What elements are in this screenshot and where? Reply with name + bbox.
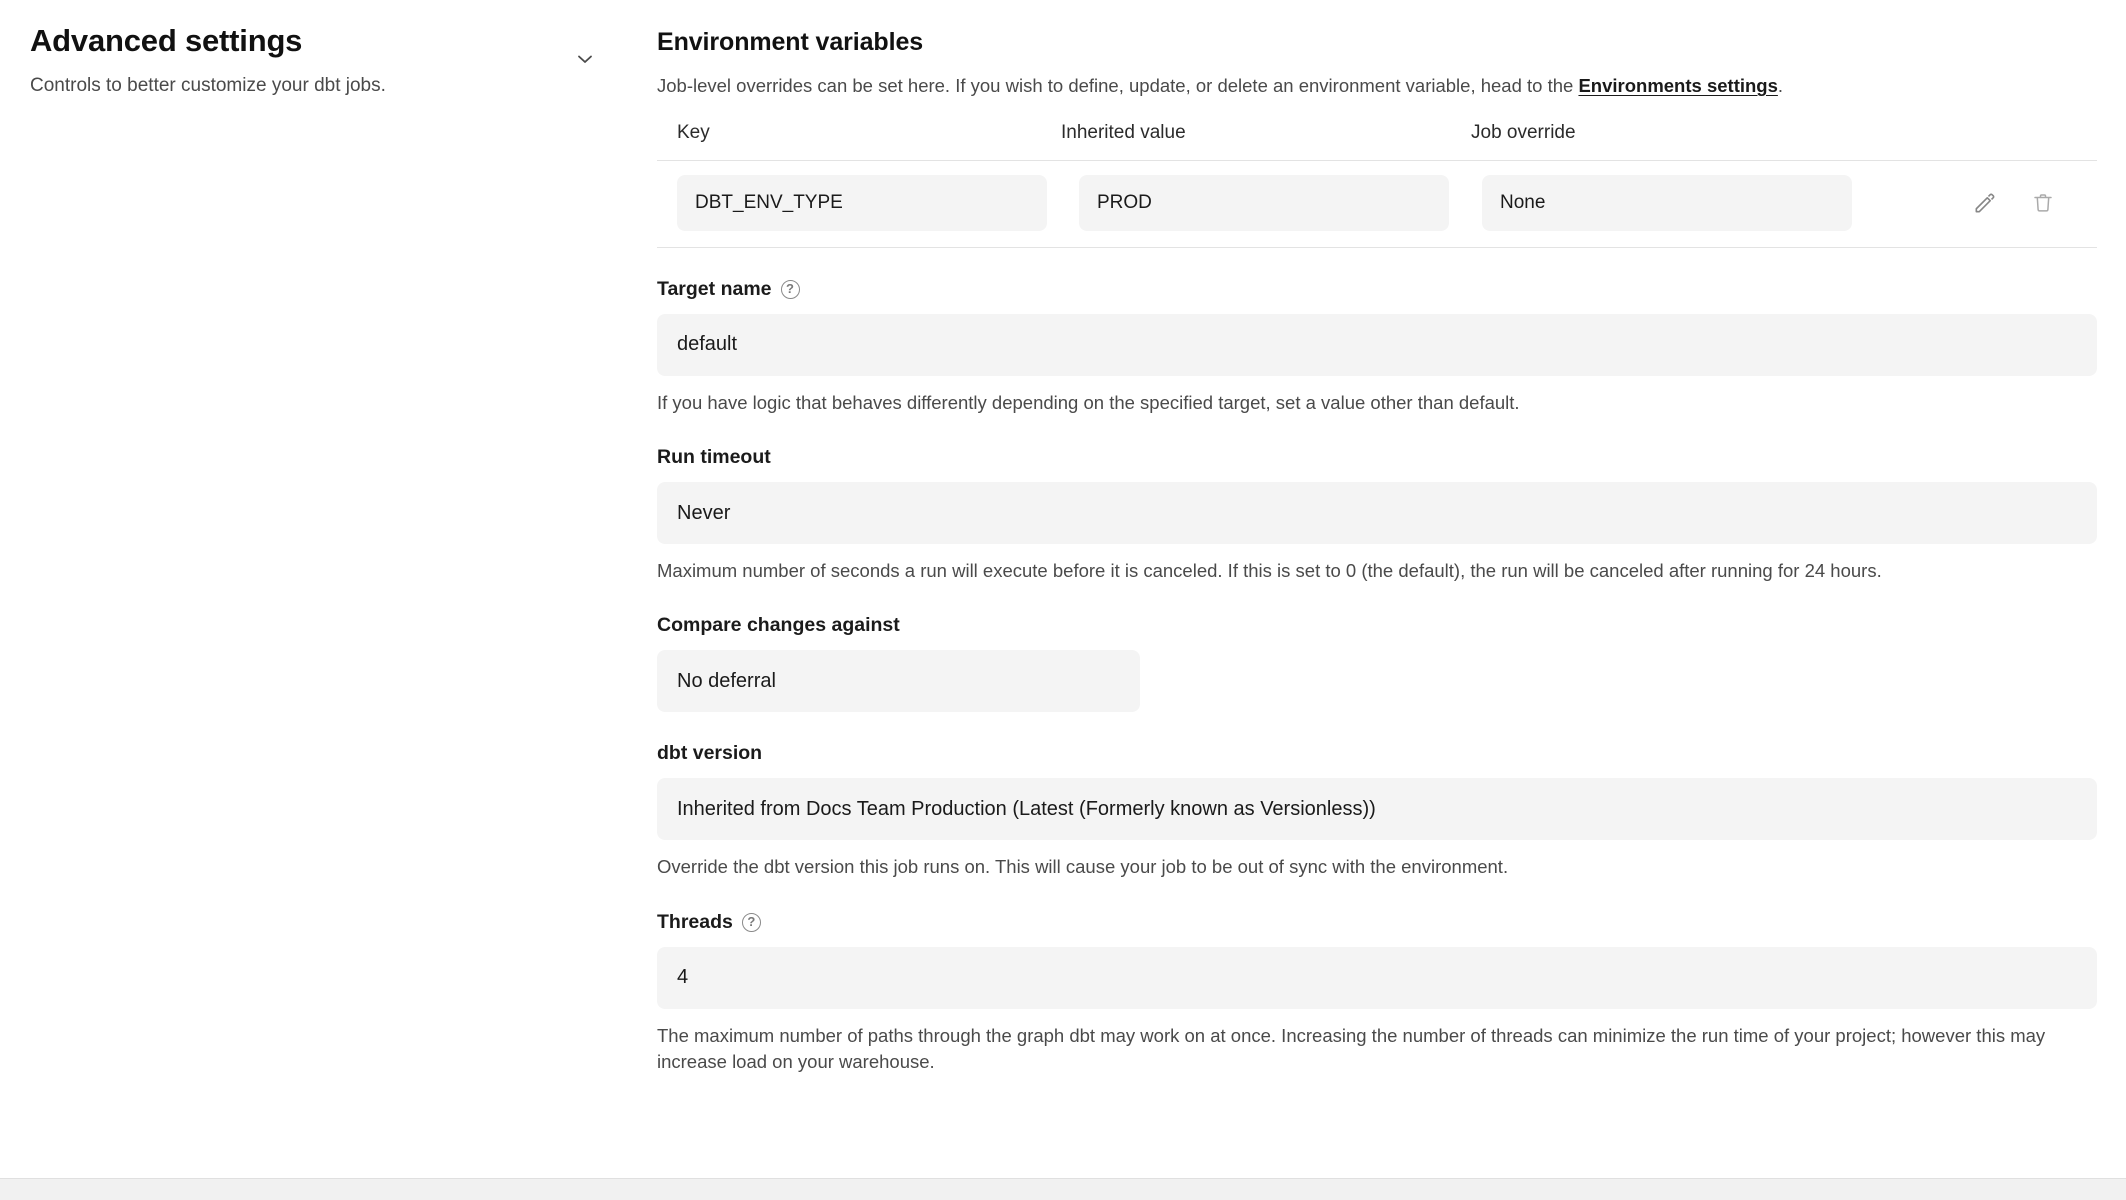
target-name-label: Target name (657, 277, 772, 300)
threads-help: The maximum number of paths through the graph dbt may work on at once. Increasing the number of threads can minimize the run time of your project; however this may increase load on your warehouse. (657, 1024, 2046, 1072)
target-name-help: If you have logic that behaves differently depending on the specified target, set a value other than default. (657, 391, 1520, 413)
threads-label-row (657, 911, 2097, 934)
row-actions (1970, 188, 2058, 218)
dbt-version-label: dbt version (657, 742, 763, 765)
column-header-key: Key (677, 121, 710, 143)
target-name-input[interactable]: default (657, 314, 2097, 376)
help-icon[interactable]: ? (781, 280, 800, 299)
env-var-inherited-value[interactable]: PROD (1079, 175, 1449, 231)
advanced-settings-header (30, 22, 610, 99)
run-timeout-label: Run timeout (657, 446, 771, 469)
chevron-down-icon[interactable] (570, 44, 600, 74)
run-timeout-help: Maximum number of seconds a run will execute before it is canceled. If this is set to 0 (the default), the run will be canceled after running for 24 hours. (657, 560, 1882, 582)
dbt-version-help: Override the dbt version this job runs on. This will cause your job to be out of sync with the environment. (657, 856, 1509, 878)
env-desc-text-after: . (1777, 75, 1784, 96)
table-header-row (657, 122, 2097, 161)
dbt-version-select[interactable]: Inherited from Docs Team Production (Latest (Formerly known as Versionless)) (657, 778, 2097, 840)
column-header-inherited-value: Inherited value (1061, 121, 1186, 143)
env-var-key-input[interactable]: DBT_ENV_TYPE (677, 175, 1047, 231)
threads-input[interactable]: 4 (657, 947, 2097, 1009)
run-timeout-input[interactable]: Never (657, 482, 2097, 544)
page-bottom-bar (0, 1178, 2126, 1200)
field-compare-changes (657, 614, 2097, 712)
environment-variables-table (657, 122, 2097, 248)
page-title: Advanced settings (30, 23, 303, 58)
field-run-timeout (657, 446, 2097, 584)
threads-label: Threads (657, 910, 733, 933)
table-row (657, 161, 2097, 248)
environments-settings-link[interactable]: Environments settings (1578, 75, 1778, 96)
field-dbt-version (657, 742, 2097, 880)
compare-changes-select[interactable]: No deferral (657, 650, 1140, 712)
column-header-job-override: Job override (1471, 121, 1576, 143)
environment-variables-description (657, 73, 2097, 100)
run-timeout-label-row (657, 446, 2097, 469)
page-subtitle: Controls to better customize your dbt jobs. (30, 74, 386, 96)
settings-content (657, 28, 2097, 1075)
compare-changes-label-row (657, 614, 2097, 637)
help-icon[interactable]: ? (742, 913, 761, 932)
trash-icon[interactable] (2028, 188, 2058, 218)
dbt-version-label-row (657, 742, 2097, 765)
field-threads (657, 911, 2097, 1076)
env-var-job-override[interactable]: None (1482, 175, 1852, 231)
env-desc-text-before: Job-level overrides can be set here. If you wish to define, update, or delete an environment variable, head to the (657, 75, 1579, 96)
compare-changes-label: Compare changes against (657, 614, 900, 637)
environment-variables-title: Environment variables (657, 28, 924, 56)
pencil-icon[interactable] (1970, 188, 2000, 218)
field-target-name (657, 278, 2097, 416)
target-name-label-row (657, 278, 2097, 301)
